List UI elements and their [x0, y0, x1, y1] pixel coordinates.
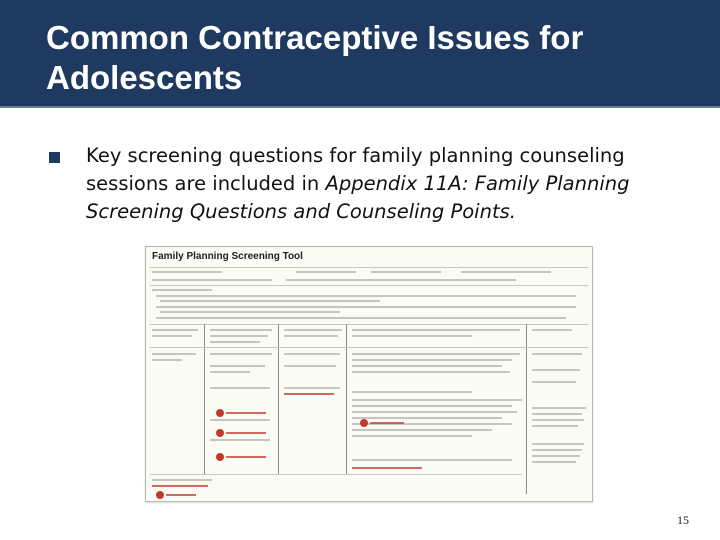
form-field	[532, 329, 572, 331]
form-field	[156, 295, 576, 297]
form-rule	[150, 347, 588, 348]
form-field	[210, 353, 272, 355]
form-field	[152, 329, 198, 331]
form-field	[352, 405, 512, 407]
form-field	[532, 369, 580, 371]
title-bar	[0, 0, 720, 108]
form-field	[152, 289, 212, 291]
form-field	[210, 371, 250, 373]
form-field	[210, 439, 270, 441]
form-field	[152, 353, 196, 355]
form-field	[156, 306, 576, 308]
form-field	[152, 359, 182, 361]
form-action-text	[284, 393, 334, 395]
form-field	[352, 417, 502, 419]
form-action-text	[352, 467, 422, 469]
form-field	[284, 365, 336, 367]
bullet-text-plain: Key screening questions for family planning counseling sessions are included in	[86, 144, 625, 195]
stop-icon	[216, 409, 224, 417]
form-field	[371, 271, 441, 273]
form-rule	[150, 474, 522, 475]
form-field	[532, 413, 582, 415]
form-field	[352, 411, 517, 413]
form-action-text	[226, 456, 266, 458]
form-field	[160, 311, 340, 313]
bullet-text-italic: Appendix 11A: Family Planning Screening Questions and Counseling Points.	[86, 172, 630, 223]
form-field	[532, 425, 578, 427]
form-field	[352, 371, 510, 373]
form-field	[352, 365, 502, 367]
bullet-text	[86, 142, 686, 226]
column-divider	[526, 324, 527, 494]
form-field	[352, 429, 492, 431]
form-field	[461, 271, 551, 273]
form-field	[152, 479, 212, 481]
form-rule	[150, 267, 588, 268]
stop-icon	[216, 429, 224, 437]
form-field	[210, 419, 270, 421]
form-field	[352, 391, 472, 393]
form-field	[160, 300, 380, 302]
form-field	[352, 329, 520, 331]
form-field	[210, 329, 272, 331]
form-field	[352, 353, 520, 355]
stop-icon	[360, 419, 368, 427]
form-field	[532, 353, 582, 355]
slide-title: Common Contraceptive Issues for Adolescents	[46, 19, 584, 96]
form-field	[352, 359, 512, 361]
form-field	[532, 449, 582, 451]
stop-icon	[156, 491, 164, 499]
form-field	[210, 387, 270, 389]
form-rule	[150, 285, 588, 286]
form-field	[284, 329, 342, 331]
form-field	[156, 317, 566, 319]
form-field	[152, 335, 192, 337]
form-field	[284, 353, 340, 355]
form-field	[532, 381, 576, 383]
form-field	[352, 459, 512, 461]
form-field	[284, 387, 340, 389]
form-field	[152, 271, 222, 273]
form-field	[296, 271, 356, 273]
form-field	[532, 455, 580, 457]
form-action-text	[166, 494, 196, 496]
form-action-text	[226, 412, 266, 414]
screening-tool-image	[145, 246, 593, 502]
screening-tool-title: Family Planning Screening Tool	[152, 251, 303, 262]
page-number: 15	[677, 513, 689, 527]
form-field	[210, 335, 268, 337]
form-action-text	[370, 422, 404, 424]
form-field	[352, 335, 472, 337]
form-field	[532, 407, 586, 409]
form-action-text	[152, 485, 208, 487]
form-field	[532, 461, 576, 463]
form-field	[352, 435, 472, 437]
stop-icon	[216, 453, 224, 461]
form-field	[210, 341, 260, 343]
form-field	[152, 279, 272, 281]
form-field	[210, 365, 265, 367]
bullet-marker	[49, 152, 60, 163]
form-action-text	[226, 432, 266, 434]
form-field	[286, 279, 516, 281]
form-field	[532, 443, 584, 445]
form-field	[532, 419, 584, 421]
form-field	[352, 399, 522, 401]
form-field	[284, 335, 338, 337]
form-rule	[150, 324, 588, 325]
